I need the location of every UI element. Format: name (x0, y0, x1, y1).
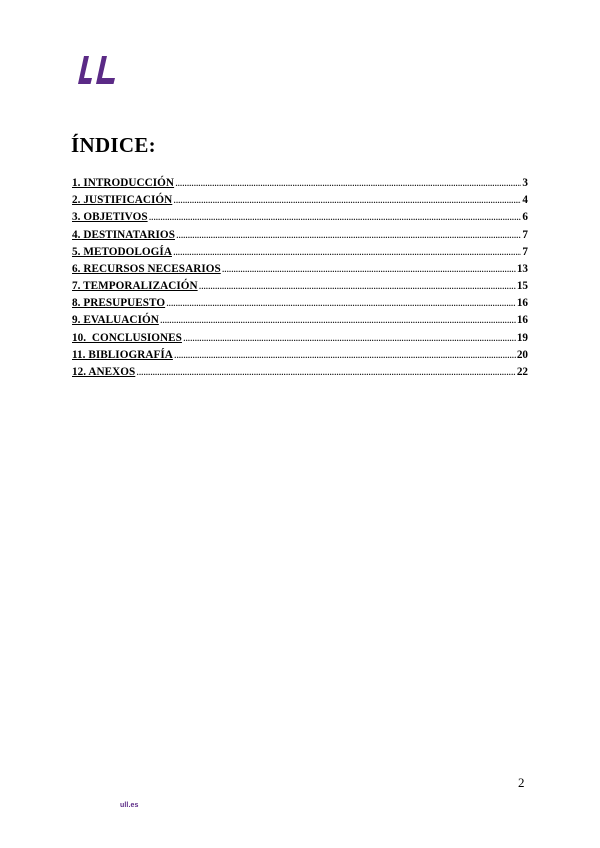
toc-entry-label[interactable]: 4. DESTINATARIOS (72, 228, 175, 241)
toc-entry[interactable] (72, 172, 528, 189)
toc-entry-label[interactable]: 3. OBJETIVOS (72, 211, 148, 224)
table-of-contents (72, 172, 528, 378)
toc-entry-page: 20 (516, 348, 528, 361)
toc-entry-label[interactable]: 11. BIBLIOGRAFÍA (72, 348, 173, 361)
toc-entry-label[interactable]: 9. EVALUACIÓN (72, 314, 159, 327)
page-number: 2 (518, 775, 525, 790)
toc-entry-page: 13 (516, 262, 528, 275)
toc-entry-page: 22 (516, 366, 528, 379)
toc-entry-label[interactable]: 1. INTRODUCCIÓN (72, 176, 175, 189)
toc-entry-label[interactable]: 12. ANEXOS (72, 366, 136, 379)
toc-entry[interactable] (72, 310, 528, 327)
toc-dot-leader (183, 333, 516, 344)
toc-dot-leader (173, 195, 521, 206)
ull-logo-icon (78, 56, 116, 84)
toc-entry-label[interactable]: 6. RECURSOS NECESARIOS (72, 262, 221, 275)
toc-entry[interactable] (72, 292, 528, 309)
toc-entry-label[interactable]: 8. PRESUPUESTO (72, 297, 166, 310)
toc-entry-page: 15 (516, 280, 528, 293)
toc-entry-page: 16 (516, 314, 528, 327)
toc-entry-page: 4 (522, 194, 528, 207)
toc-dot-leader (173, 247, 521, 258)
toc-dot-leader (160, 315, 516, 326)
toc-entry-page: 3 (522, 176, 528, 189)
toc-entry[interactable] (72, 327, 528, 344)
toc-entry-label[interactable]: 7. TEMPORALIZACIÓN (72, 280, 198, 293)
toc-dot-leader (166, 298, 516, 309)
toc-entry-label[interactable]: 2. JUSTIFICACIÓN (72, 194, 173, 207)
toc-entry-page: 7 (522, 228, 528, 241)
toc-entry[interactable] (72, 206, 528, 223)
toc-dot-leader (174, 350, 516, 361)
toc-dot-leader (199, 281, 516, 292)
toc-entry[interactable] (72, 344, 528, 361)
toc-entry-page: 16 (516, 297, 528, 310)
toc-dot-leader (136, 367, 516, 378)
index-title: ÍNDICE: (71, 133, 156, 157)
toc-dot-leader (149, 212, 522, 223)
toc-entry-page: 19 (516, 331, 528, 344)
toc-entry-page: 6 (522, 211, 528, 224)
toc-entry-label[interactable]: 10. CONCLUSIONES (72, 331, 182, 344)
toc-dot-leader (222, 264, 516, 275)
toc-entry[interactable] (72, 361, 528, 378)
toc-entry[interactable] (72, 241, 528, 258)
footer-url-link[interactable]: ull.es (120, 802, 139, 809)
toc-entry[interactable] (72, 258, 528, 275)
toc-entry-label[interactable]: 5. METODOLOGÍA (72, 245, 172, 258)
toc-dot-leader (175, 178, 521, 189)
toc-entry[interactable] (72, 189, 528, 206)
toc-entry-page: 7 (522, 245, 528, 258)
toc-dot-leader (176, 230, 521, 241)
toc-entry[interactable] (72, 224, 528, 241)
toc-entry[interactable] (72, 275, 528, 292)
